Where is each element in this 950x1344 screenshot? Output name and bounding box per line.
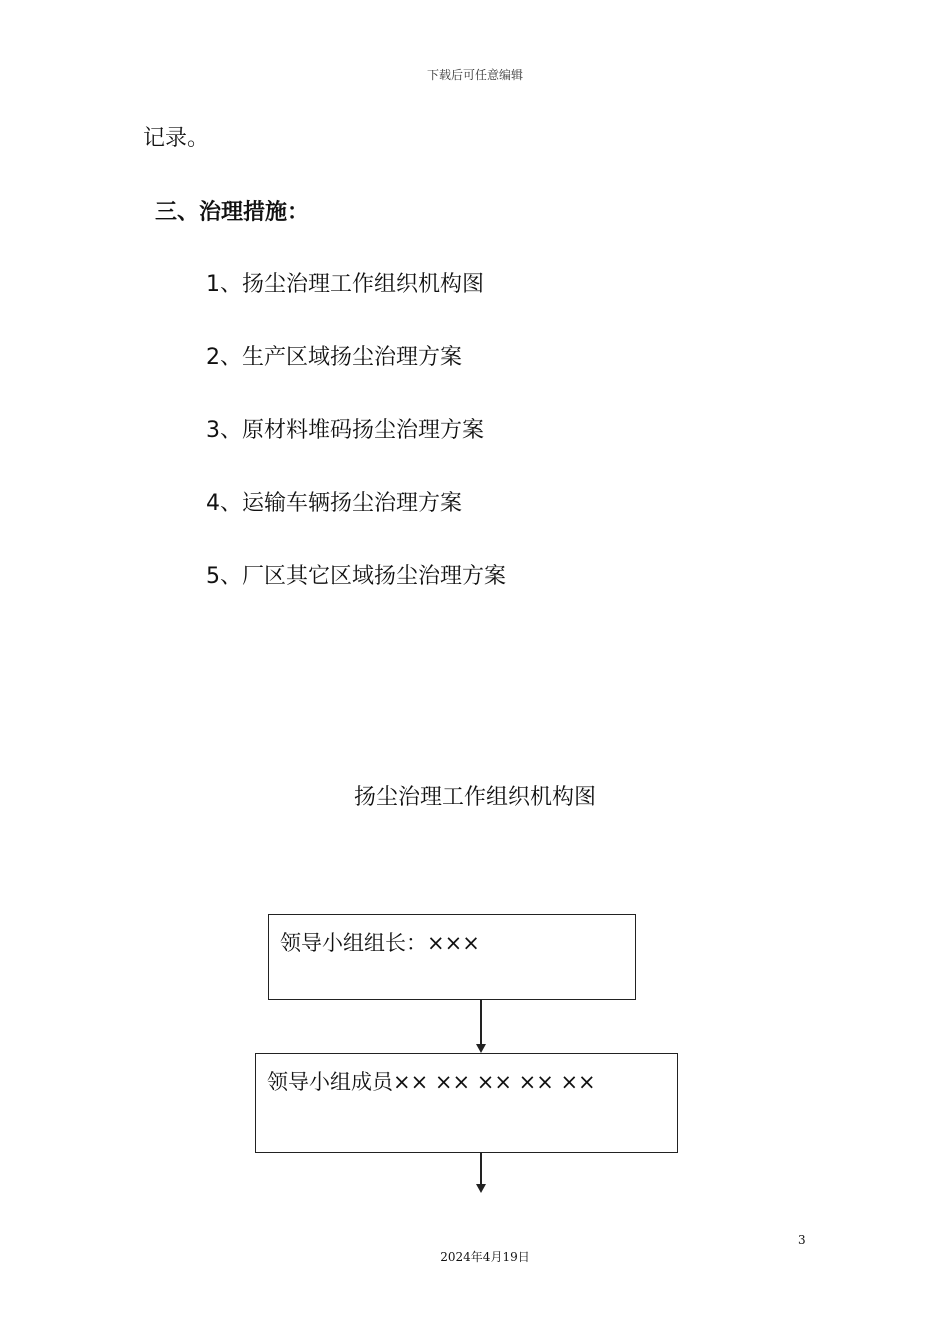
intro-text: 记录。 — [143, 126, 210, 151]
footer-date: 2024年4月19日 — [440, 1250, 530, 1264]
connector-line — [480, 1153, 482, 1185]
connector-line — [480, 1000, 482, 1045]
arrow-down-icon — [476, 1184, 486, 1193]
section-heading: 三、治理措施： — [155, 200, 310, 225]
list-item: 5、厂区其它区域扬尘治理方案 — [206, 564, 506, 589]
list-item: 3、原材料堆码扬尘治理方案 — [206, 418, 484, 443]
arrow-down-icon — [476, 1044, 486, 1053]
list-item: 1、扬尘治理工作组织机构图 — [206, 272, 484, 297]
leader-box-label: 领导小组组长：××× — [280, 931, 480, 955]
leader-box — [268, 914, 636, 1000]
org-chart-title: 扬尘治理工作组织机构图 — [353, 785, 596, 810]
members-box-label: 领导小组成员×× ×× ×× ×× ×× — [267, 1070, 596, 1094]
list-item: 4、运输车辆扬尘治理方案 — [206, 491, 462, 516]
page-header: 下载后可任意编辑 — [426, 68, 523, 82]
page-number: 3 — [798, 1233, 806, 1247]
members-box — [255, 1053, 678, 1153]
list-item: 2、生产区域扬尘治理方案 — [206, 345, 462, 370]
